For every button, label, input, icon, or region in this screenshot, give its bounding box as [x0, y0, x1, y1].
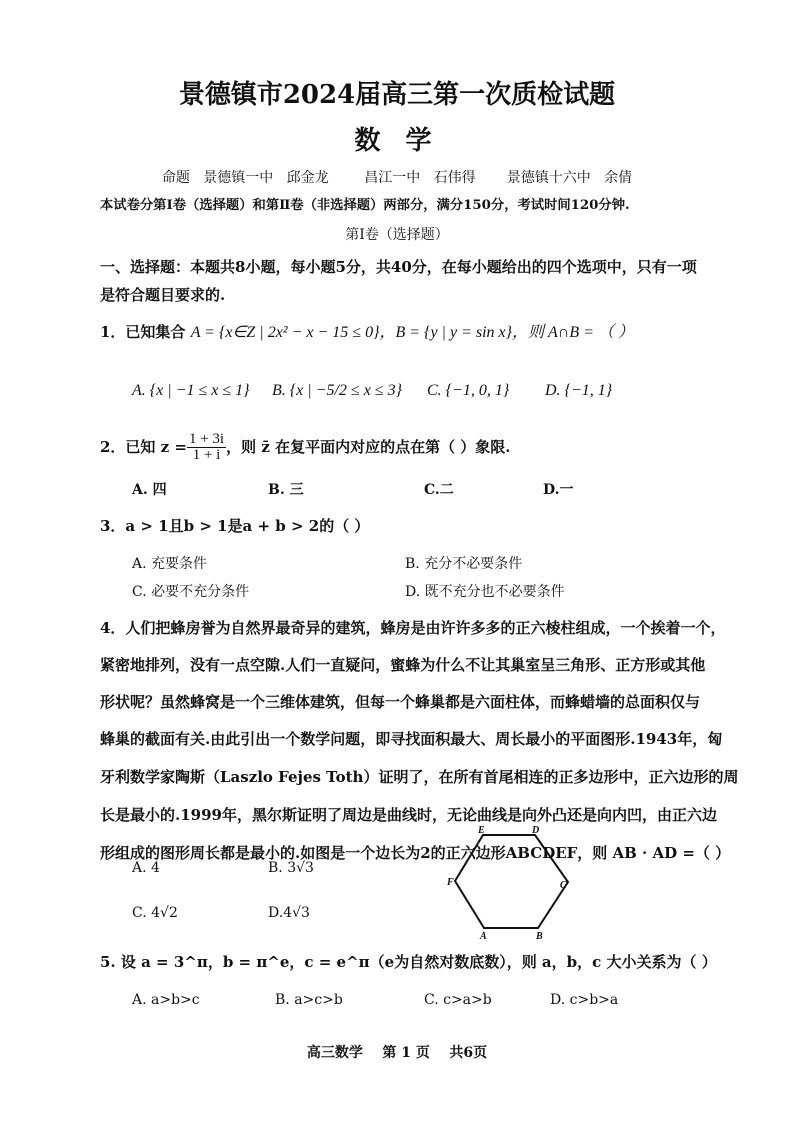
- q5-option-a: A. a>b>c: [132, 992, 200, 1008]
- question-4-line: 长是最小的.1999年，黑尔斯证明了周边是曲线时，无论曲线是向外凸还是向内凹，由正六边: [100, 806, 717, 824]
- q1-option-c: C. {−1, 0, 1}: [427, 382, 510, 399]
- q1-option-a: A. {x | −1 ≤ x ≤ 1}: [132, 382, 250, 399]
- question-4-line: 形状呢？虽然蜂窝是一个三维体建筑，但每一个蜂巢都是六面柱体，而蜂蜡墙的总面积仅与: [100, 693, 701, 711]
- vertex-label-b: B: [536, 931, 543, 942]
- authors-line: 命题 景德镇一中 邱金龙 昌江一中 石伟得 景德镇十六中 余倩: [161, 170, 633, 186]
- q5-option-d: D. c>b>a: [550, 992, 619, 1008]
- question-4-line: 形组成的图形周长都是最小的.如图是一个边长为2的正六边形ABCDEF，则 AB · AD =（ ）: [100, 844, 731, 862]
- q4-option-a: A. 4: [132, 860, 160, 876]
- hexagon-shape: [455, 835, 568, 928]
- q1-option-b: B. {x | −5/2 ≤ x ≤ 3}: [272, 382, 402, 399]
- q2-option-c: C.二: [424, 482, 454, 498]
- fraction: $\frac{1 + 3i}{1 + i}$: [188, 431, 225, 463]
- vertex-label-a: A: [480, 931, 487, 942]
- question-5-stem: 5. 设 a = 3^π，b = π^e，c = e^π（e为自然对数底数），则 a，b，c 大小关系为（ ）: [100, 953, 717, 971]
- q3-option-b: B. 充分不必要条件: [405, 556, 523, 572]
- q4-option-d: D.4√3: [268, 905, 310, 921]
- q2-option-b: B. 三: [268, 482, 304, 498]
- part-heading: 第Ⅰ卷（选择题）: [345, 227, 449, 243]
- q3-option-d: D. 既不充分也不必要条件: [405, 584, 565, 600]
- vertex-label-c: C: [560, 880, 567, 891]
- q4-option-b: B. 3√3: [268, 860, 314, 876]
- page-footer: 高三数学 第 1 页 共6页: [306, 1045, 488, 1061]
- vertex-label-e: E: [478, 825, 485, 836]
- exam-title: 景德镇市2024届高三第一次质检试题: [178, 80, 616, 110]
- q2-option-d: D.一: [543, 482, 574, 498]
- exam-intro: 本试卷分第Ⅰ卷（选择题）和第Ⅱ卷（非选择题）两部分，满分150分，考试时间120分钟.: [100, 198, 630, 213]
- q3-option-c: C. 必要不充分条件: [132, 584, 250, 600]
- subject-title: 数 学: [354, 126, 440, 156]
- q3-option-a: A. 充要条件: [132, 556, 208, 572]
- q1-option-d: D. {−1, 1}: [545, 382, 613, 399]
- question-4-line: 牙利数学家陶斯（Laszlo Fejes Toth）证明了，在所有首尾相连的正多边形中，正六边形的周: [100, 768, 739, 786]
- q2-option-a: A. 四: [132, 482, 167, 498]
- q4-option-c: C. 4√2: [132, 905, 178, 921]
- question-4-line: 4．人们把蜂房誉为自然界最奇异的建筑，蜂房是由许许多多的正六棱柱组成，一个挨着一个，: [100, 619, 726, 637]
- question-1-stem: 1．已知集合 A = {x∈Z | 2x² − x − 15 ≤ 0}，B = {y | y = sin x}，则 A∩B = （ ）: [100, 323, 634, 341]
- question-4-line: 蜂巢的截面有关.由此引出一个数学问题，即寻找面积最大、周长最小的平面图形.1943年，匈: [100, 730, 723, 748]
- question-3-stem: 3．a > 1且b > 1是a + b > 2的（ ）: [100, 517, 370, 535]
- question-2-stem: 2．已知 z = $\frac{1 + 3i}{1 + i}$ ，则 z̄ 在复平面内对应的点在第（ ）象限.: [100, 431, 511, 463]
- vertex-label-d: D: [532, 825, 540, 836]
- hexagon-figure: [440, 822, 590, 942]
- section-instructions-2: 是符合题目要求的.: [100, 286, 226, 304]
- section-instructions-1: 一、选择题：本题共8小题，每小题5分，共40分，在每小题给出的四个选项中，只有一项: [100, 258, 697, 276]
- question-4-line: 紧密地排列，没有一点空隙.人们一直疑问，蜜蜂为什么不让其巢室呈三角形、正方形或其他: [100, 656, 706, 674]
- vertex-label-f: F: [447, 877, 454, 888]
- q5-option-b: B. a>c>b: [275, 992, 343, 1008]
- q5-option-c: C. c>a>b: [424, 992, 492, 1008]
